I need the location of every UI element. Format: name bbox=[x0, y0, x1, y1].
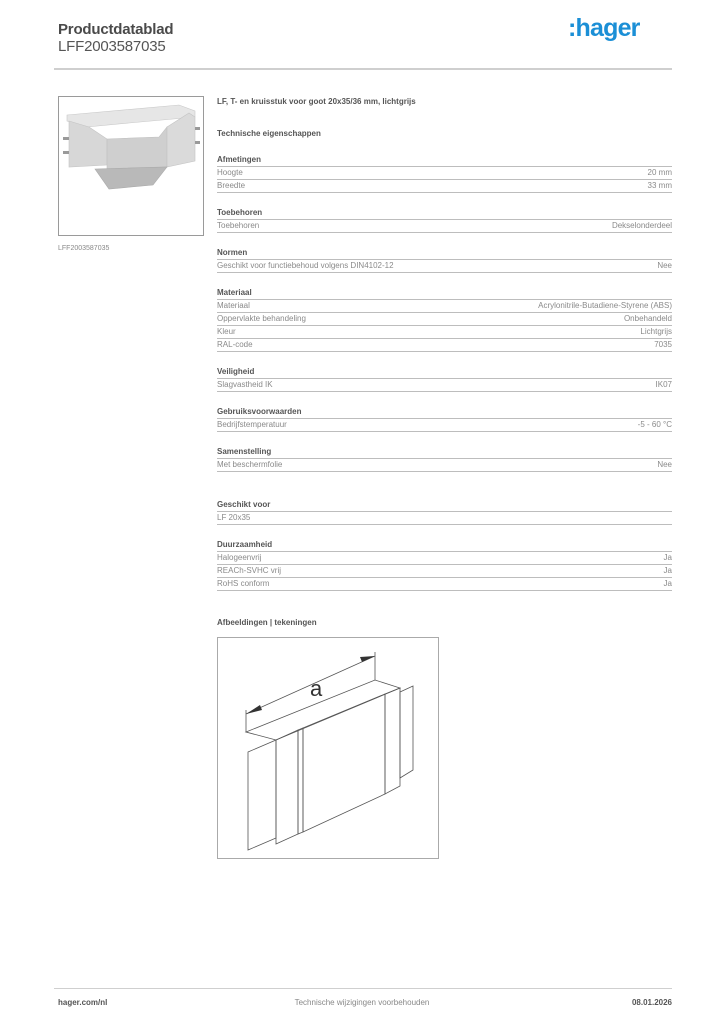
group-materiaal bbox=[217, 287, 672, 352]
spec-row bbox=[217, 339, 672, 352]
spec-label: Geschikt voor functiebehoud volgens DIN4102-12 bbox=[217, 261, 394, 270]
spec-value: Nee bbox=[657, 460, 672, 469]
group-veiligheid bbox=[217, 366, 672, 392]
spec-row bbox=[217, 300, 672, 313]
spec-label: Hoogte bbox=[217, 168, 243, 177]
group-title: Geschikt voor bbox=[217, 499, 672, 512]
spec-row bbox=[217, 552, 672, 565]
spec-row bbox=[217, 260, 672, 273]
group-title: Afmetingen bbox=[217, 154, 672, 167]
group-title: Toebehoren bbox=[217, 207, 672, 220]
product-render-icon bbox=[59, 97, 203, 235]
spec-row bbox=[217, 379, 672, 392]
spec-row bbox=[217, 220, 672, 233]
group-title: Veiligheid bbox=[217, 366, 672, 379]
document-date: 08.01.2026 bbox=[631, 998, 672, 1007]
product-image bbox=[58, 96, 204, 236]
images-heading: Afbeeldingen | tekeningen bbox=[217, 618, 317, 627]
group-samenstelling bbox=[217, 446, 672, 472]
spec-label: Materiaal bbox=[217, 301, 250, 310]
spec-row bbox=[217, 512, 672, 525]
spec-label: Kleur bbox=[217, 327, 236, 336]
spec-value: Onbehandeld bbox=[623, 314, 672, 323]
dimension-label: a bbox=[310, 676, 323, 701]
spec-label: REACh-SVHC vrij bbox=[217, 566, 282, 575]
spec-value: 33 mm bbox=[647, 181, 672, 190]
group-title: Gebruiksvoorwaarden bbox=[217, 406, 672, 419]
spec-row bbox=[217, 167, 672, 180]
tech-properties-heading: Technische eigenschappen bbox=[217, 129, 321, 138]
group-title: Duurzaamheid bbox=[217, 539, 672, 552]
group-afmetingen bbox=[217, 154, 672, 193]
group-title: Normen bbox=[217, 247, 672, 260]
hager-logo: :hager bbox=[568, 14, 640, 42]
disclaimer: Technische wijzigingen voorbehouden bbox=[294, 998, 430, 1007]
spec-value: Lichtgrijs bbox=[640, 327, 672, 336]
group-title: Samenstelling bbox=[217, 446, 672, 459]
group-duurzaamheid bbox=[217, 539, 672, 591]
spec-value: Nee bbox=[657, 261, 672, 270]
technical-drawing bbox=[217, 637, 439, 859]
group-toebehoren bbox=[217, 207, 672, 233]
spec-label: Slagvastheid IK bbox=[217, 380, 273, 389]
group-normen bbox=[217, 247, 672, 273]
spec-row bbox=[217, 578, 672, 591]
spec-row bbox=[217, 326, 672, 339]
spec-value: Ja bbox=[663, 553, 672, 562]
spec-label: RAL-code bbox=[217, 340, 253, 349]
spec-content bbox=[217, 96, 672, 591]
dimension-drawing-icon bbox=[218, 638, 438, 858]
spec-row bbox=[217, 313, 672, 326]
spec-row bbox=[217, 419, 672, 432]
website-link[interactable]: hager.com/nl bbox=[58, 998, 108, 1007]
spec-row bbox=[217, 565, 672, 578]
spec-value: Ja bbox=[663, 566, 672, 575]
spec-label: Halogeenvrij bbox=[217, 553, 262, 562]
page-title: Productdatablad bbox=[58, 21, 174, 38]
spec-value: 20 mm bbox=[647, 168, 672, 177]
spec-label: Breedte bbox=[217, 181, 246, 190]
group-gebruiksvoorwaarden bbox=[217, 406, 672, 432]
spec-value: Dekselonderdeel bbox=[611, 221, 672, 230]
image-caption: LFF2003587035 bbox=[58, 245, 110, 252]
spec-row bbox=[217, 180, 672, 193]
product-title: LF, T- en kruisstuk voor goot 20x35/36 mm, lichtgrijs bbox=[217, 97, 416, 106]
spec-value: Ja bbox=[663, 579, 672, 588]
spec-label: Bedrijfstemperatuur bbox=[217, 420, 287, 429]
spec-label: LF 20x35 bbox=[217, 513, 251, 522]
article-number: LFF2003587035 bbox=[58, 38, 166, 55]
header-divider bbox=[54, 68, 672, 70]
group-geschikt-voor bbox=[217, 499, 672, 525]
spec-value: -5 - 60 °C bbox=[637, 420, 672, 429]
spec-label: Oppervlakte behandeling bbox=[217, 314, 306, 323]
spec-value: Acrylonitrile-Butadiene-Styrene (ABS) bbox=[538, 301, 672, 310]
spec-value: 7035 bbox=[654, 340, 672, 349]
spec-label: Met beschermfolie bbox=[217, 460, 283, 469]
spec-value: IK07 bbox=[655, 380, 672, 389]
spec-label: RoHS conform bbox=[217, 579, 270, 588]
spec-row bbox=[217, 459, 672, 472]
spec-label: Toebehoren bbox=[217, 221, 260, 230]
group-title: Materiaal bbox=[217, 287, 672, 300]
footer-divider bbox=[54, 988, 672, 989]
